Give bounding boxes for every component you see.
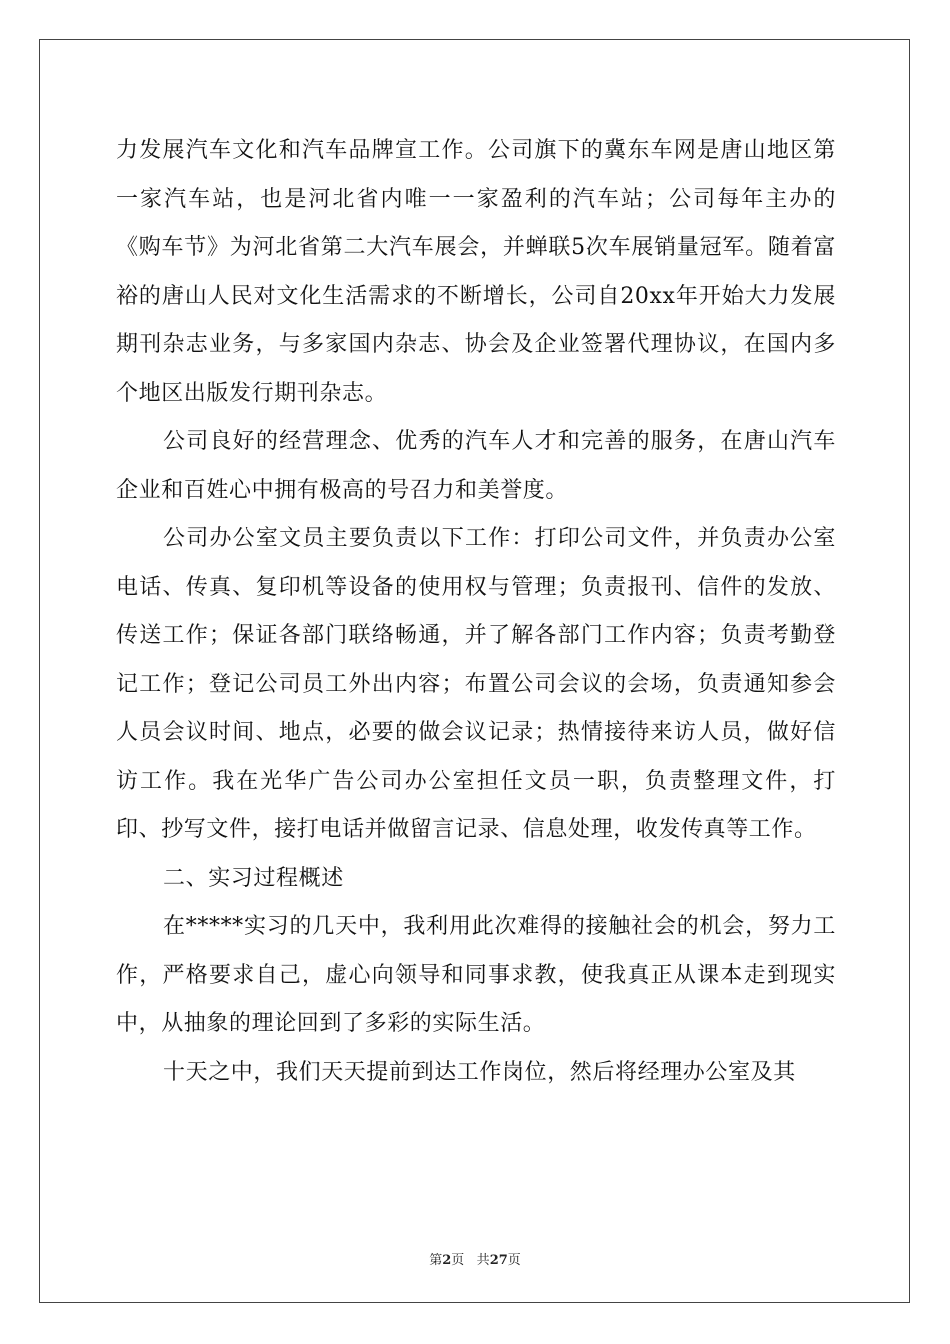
paragraph: 十天之中，我们天天提前到达工作岗位，然后将经理办公室及其 [163, 1059, 796, 1085]
section-heading: 二、实习过程概述 [163, 865, 344, 891]
paragraph: 在*****实习的几天中，我利用此次难得的接触社会的机会，努力工作，严格要求自己，虚心向领导和同事求教，使我真正从课本走到现实中，从抽象的理论回到了多彩的实际生活。 [116, 914, 836, 1036]
paragraph: 公司办公室文员主要负责以下工作：打印公司文件，并负责办公室电话、传真、复印机等设备的使用权与管理；负责报刊、信件的发放、传送工作；保证各部门联络畅通，并了解各部门工作内容；负责考勤登记工作；登记公司员工外出内容；布置公司会议的会场，负责通知参会人员会议时间、地点，必要的做会议记录；热情接待来访人员，做好信访工作。我在光华广告公司办公室担任文员一职，负责整理文件，打印、抄写文件，接打电话并做留言记录、信息处理，收发传真等工作。 [116, 526, 836, 842]
page-footer [0, 1249, 950, 1268]
total-label-suffix: 页 [507, 1253, 521, 1268]
document-body [116, 127, 836, 1097]
page-label-prefix: 第 [429, 1253, 443, 1268]
page-label-suffix: 页 [451, 1253, 465, 1268]
paragraph: 力发展汽车文化和汽车品牌宣工作。公司旗下的冀东车网是唐山地区第一家汽车站，也是河北省内唯一一家盈利的汽车站；公司每年主办的《购车节》为河北省第二大汽车展会，并蝉联5次车展销量冠军。随着富裕的唐山人民对文化生活需求的不断增长，公司自20xx年开始大力发展期刊杂志业务，与多家国内杂志、协会及企业签署代理协议，在国内多个地区出版发行期刊杂志。 [116, 138, 836, 406]
paragraph: 公司良好的经营理念、优秀的汽车人才和完善的服务，在唐山汽车企业和百姓心中拥有极高的号召力和美誉度。 [116, 429, 836, 503]
total-pages: 27 [489, 1253, 508, 1268]
total-label-prefix: 共 [476, 1253, 490, 1268]
page-number: 2 [442, 1253, 452, 1268]
